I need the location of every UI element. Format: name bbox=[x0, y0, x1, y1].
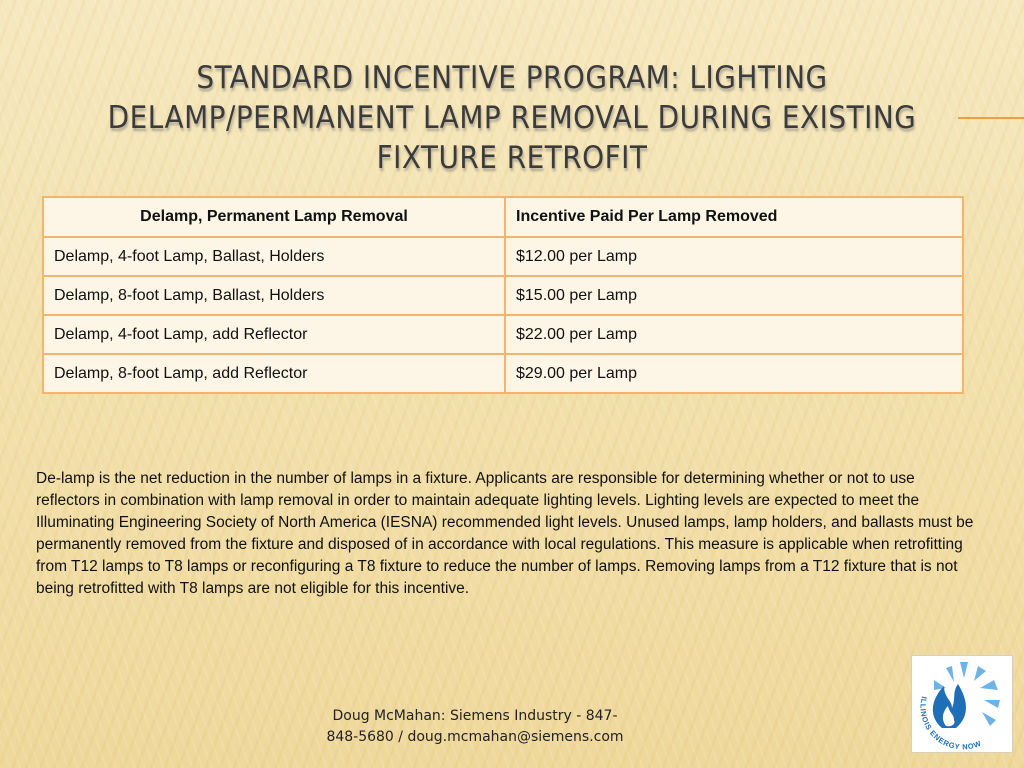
table-row bbox=[43, 276, 963, 315]
row-measure: Delamp, 8-foot Lamp, add Reflector bbox=[43, 354, 505, 393]
row-measure: Delamp, 8-foot Lamp, Ballast, Holders bbox=[43, 276, 505, 315]
incentive-table bbox=[42, 196, 964, 394]
flame-sunburst-logo-icon bbox=[912, 656, 1012, 752]
footer-line-2: 848-5680 / doug.mcmahan@siemens.com bbox=[326, 729, 624, 745]
table-row bbox=[43, 354, 963, 393]
row-measure: Delamp, 4-foot Lamp, add Reflector bbox=[43, 315, 505, 354]
table-header-row bbox=[43, 197, 963, 237]
row-incentive: $29.00 per Lamp bbox=[505, 354, 963, 393]
header-incentive-paid: Incentive Paid Per Lamp Removed bbox=[505, 197, 963, 237]
title-line-3: FIXTURE RETROFIT bbox=[376, 140, 648, 176]
table-row bbox=[43, 315, 963, 354]
table-row bbox=[43, 237, 963, 276]
row-incentive: $12.00 per Lamp bbox=[505, 237, 963, 276]
illinois-energy-now-logo bbox=[911, 655, 1013, 753]
row-measure: Delamp, 4-foot Lamp, Ballast, Holders bbox=[43, 237, 505, 276]
footer-line-1: Doug McMahan: Siemens Industry - 847- bbox=[332, 708, 618, 724]
footer-contact bbox=[310, 706, 640, 748]
header-lamp-removal: Delamp, Permanent Lamp Removal bbox=[43, 197, 505, 237]
title-line-1: STANDARD INCENTIVE PROGRAM: LIGHTING bbox=[196, 60, 828, 96]
logo-text: ILLINOIS ENERGY NOW bbox=[918, 695, 983, 752]
description-paragraph: De-lamp is the net reduction in the number of lamps in a fixture. Applicants are responsible for determining whether or not to use reflectors in combination with lamp removal in order to maintain adequate lighting levels. Lighting levels are expected to meet the Illuminating Engineering Society of North America (IESNA) recommended light levels. Unused lamps, lamp holders, and ballasts must be permanently removed from the fixture and disposed of in accordance with local regulations. This measure is applicable when retrofitting from T12 lamps to T8 lamps or reconfiguring a T8 fixture to reduce the number of lamps. Removing lamps from a T12 fixture that is not being retrofitted with T8 lamps are not eligible for this incentive. bbox=[36, 470, 974, 597]
row-incentive: $15.00 per Lamp bbox=[505, 276, 963, 315]
row-incentive: $22.00 per Lamp bbox=[505, 315, 963, 354]
title-line-2: DELAMP/PERMANENT LAMP REMOVAL DURING EXISTING bbox=[107, 100, 917, 136]
accent-rule bbox=[958, 117, 1024, 119]
slide-title bbox=[40, 58, 984, 178]
